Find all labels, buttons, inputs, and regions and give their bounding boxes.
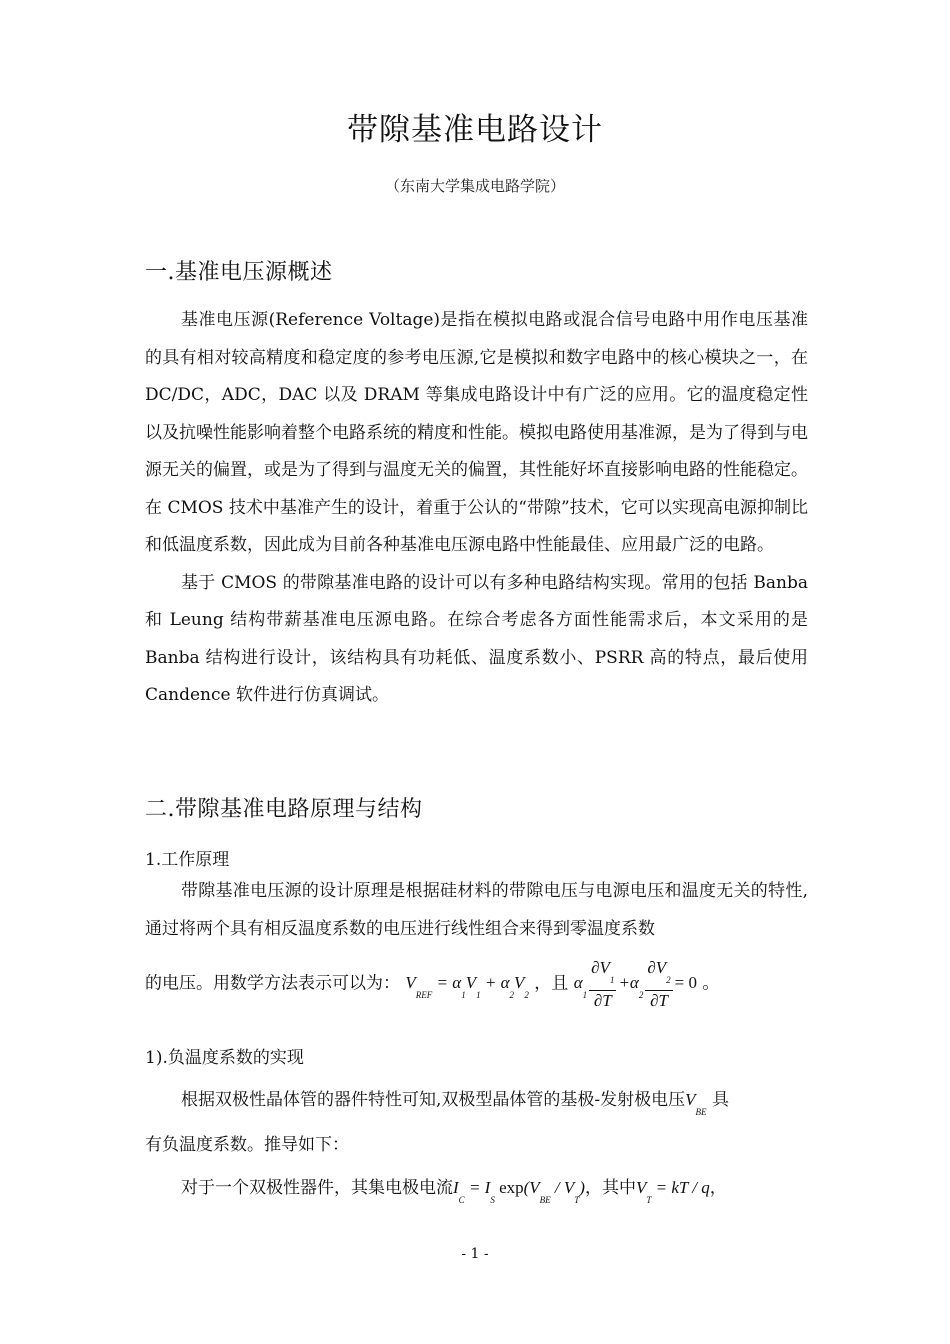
section1-body: [145, 302, 808, 715]
text-span: 根据双极性晶体管的器件特性可知,双极型晶体管的基极-发射极电压: [181, 1090, 686, 1110]
section-heading-1: 一.基准电压源概述: [145, 260, 333, 285]
affiliation: （东南大学集成电路学院）: [384, 177, 565, 195]
paragraph: 基于 CMOS 的带隙基准电路的设计可以有多种电路结构实现。常用的包括 Banba 和 Leung 结构带薪基准电压源电路。在综合考虑各方面性能需求后，本文采用的是 Banba 结构进行设计，该结构具有功耗低、温度系数小、PSRR 高的特点，最后使用 Candence 软件进行仿真调试。: [145, 572, 808, 705]
math-vbe: $V_{BE}$: [685, 1090, 707, 1117]
text-line: [181, 1173, 861, 1205]
list-item-heading: 1).负温度系数的实现: [145, 1048, 304, 1068]
text-span: ，其中: [584, 1178, 636, 1198]
page-title: 带隙基准电路设计: [347, 112, 603, 148]
equation-vt: $V_T$ = kT / q: [635, 1178, 710, 1205]
text-span: 。: [702, 973, 720, 994]
text-span: ，: [709, 1178, 727, 1198]
section-heading-2: 二.带隙基准电路原理与结构: [145, 797, 423, 822]
paragraph: 带隙基准电压源的设计原理是根据硅材料的带隙电压与电源电压和温度无关的特性,通过将两个具有相反温度系数的电压进行线性组合来得到零温度系数: [145, 881, 808, 939]
equation-vref: $V_{REF} = \alpha_1V_1 + \alpha_2V_2$: [405, 973, 529, 1001]
page-number: - 1 -: [461, 1246, 489, 1262]
text-line: [181, 1085, 861, 1117]
text-span: 对于一个双极性器件，其集电极电流: [181, 1178, 453, 1198]
equation-line: [145, 958, 825, 1011]
text-span: ，且: [534, 973, 569, 994]
subsection-heading: 1.工作原理: [145, 850, 230, 870]
paragraph: 基准电压源(Reference Voltage)是指在模拟电路或混合信号电路中用作电压基准的具有相对较高精度和稳定度的参考电压源,它是模拟和数字电路中的核心模块之一，在 DC/DC，ADC，DAC 以及 DRAM 等集成电路设计中有广泛的应用。它的温度稳定性以及抗噪性能影响着整个电路系统的精度和性能。模拟电路使用基准源，是为了得到与电源无关的偏置，或是为了得到与温度无关的偏置，其性能好坏直接影响电路的性能稳定。在 CMOS 技术中基准产生的设计，着重于公认的“带隙”技术，它可以实现高电源抑制比和低温度系数，因此成为目前各种基准电压源电路中性能最佳、应用最广泛的电路。: [145, 310, 808, 555]
equation-tempco: $\alpha_1$ $\frac{\partial V_1}{\partial T}$ $+\alpha_2$ $\frac{\partial V_2}{\partial T}$ = 0: [573, 958, 697, 1010]
text-line: 有负温度系数。推导如下：: [145, 1135, 349, 1155]
text-span: 的电压。用数学方法表示可以为：: [145, 973, 400, 994]
section2-body: [145, 873, 808, 948]
equation-ic: $I_C = I_S$ $\exp(V_{BE} / V_T)$: [453, 1178, 585, 1205]
text-span: 具: [711, 1090, 729, 1110]
